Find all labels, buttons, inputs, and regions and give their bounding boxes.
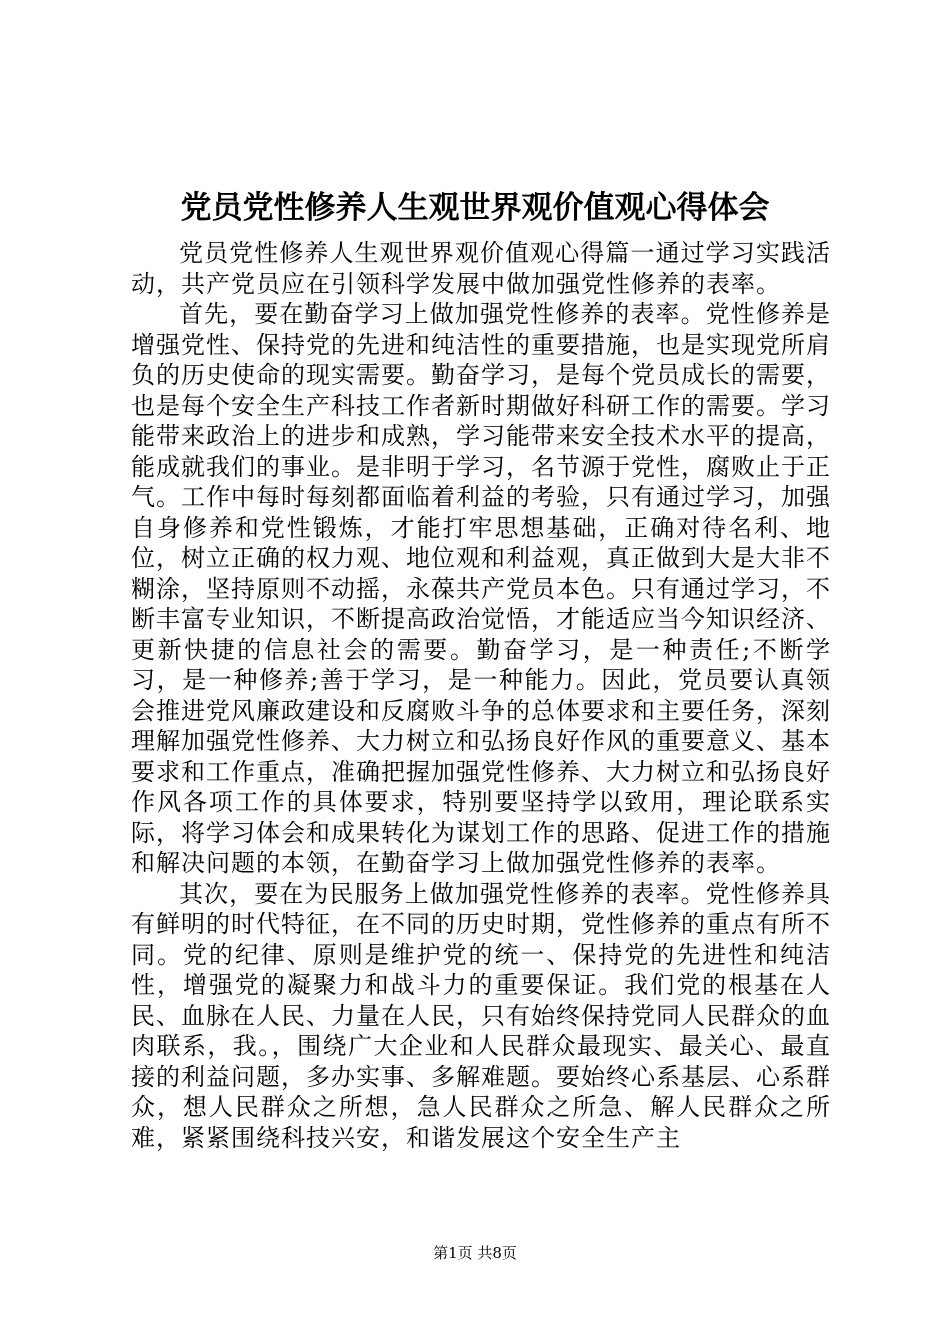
page-footer: 第1页 共8页 <box>433 1244 517 1262</box>
document-title: 党员党性修养人生观世界观价值观心得体会 <box>180 190 770 226</box>
document-body <box>131 238 831 1153</box>
paragraph-second-point: 其次，要在为民服务上做加强党性修养的表率。党性修养具有鲜明的时代特征，在不同的历史时期，党性修养的重点有所不同。党的纪律、原则是维护党的统一、保持党的先进性和纯洁性，增强党的凝聚力和战斗力的重要保证。我们党的根基在人民、血脉在人民、力量在人民，只有始终保持党同人民群众的血肉联系，我。，围绕广大企业和人民群众最现实、最关心、最直接的利益问题，多办实事、多解难题。要始终心系基层、心系群众，想人民群众之所想，急人民群众之所急、解人民群众之所难，紧紧围绕科技兴安，和谐发展这个安全生产主 <box>131 879 831 1152</box>
paragraph-intro: 党员党性修养人生观世界观价值观心得篇一通过学习实践活动，共产党员应在引领科学发展中做加强党性修养的表率。 <box>131 239 831 298</box>
paragraph-first-point: 首先，要在勤奋学习上做加强党性修养的表率。党性修养是增强党性、保持党的先进和纯洁性的重要措施，也是实现党所肩负的历史使命的现实需要。勤奋学习，是每个党员成长的需要，也是每个安全生产科技工作者新时期做好科研工作的需要。学习能带来政治上的进步和成熟，学习能带来安全技术水平的提高，能成就我们的事业。是非明于学习，名节源于党性，腐败止于正气。工作中每时每刻都面临着利益的考验，只有通过学习，加强自身修养和党性锻炼，才能打牢思想基础，正确对待名利、地位，树立正确的权力观、地位观和利益观，真正做到大是大非不糊涂，坚持原则不动摇，永葆共产党员本色。只有通过学习，不断丰富专业知识，不断提高政治觉悟，才能适应当今知识经济、更新快捷的信息社会的需要。勤奋学习，是一种责任;不断学习，是一种修养;善于学习，是一种能力。因此，党员要认真领会推进党风廉政建设和反腐败斗争的总体要求和主要任务，深刻理解加强党性修养、大力树立和弘扬良好作风的重要意义、基本要求和工作重点，准确把握加强党性修养、大力树立和弘扬良好作风各项工作的具体要求，特别要坚持学以致用，理论联系实际，将学习体会和成果转化为谋划工作的思路、促进工作的措施和解决问题的本领，在勤奋学习上做加强党性修养的表率。 <box>131 300 831 877</box>
